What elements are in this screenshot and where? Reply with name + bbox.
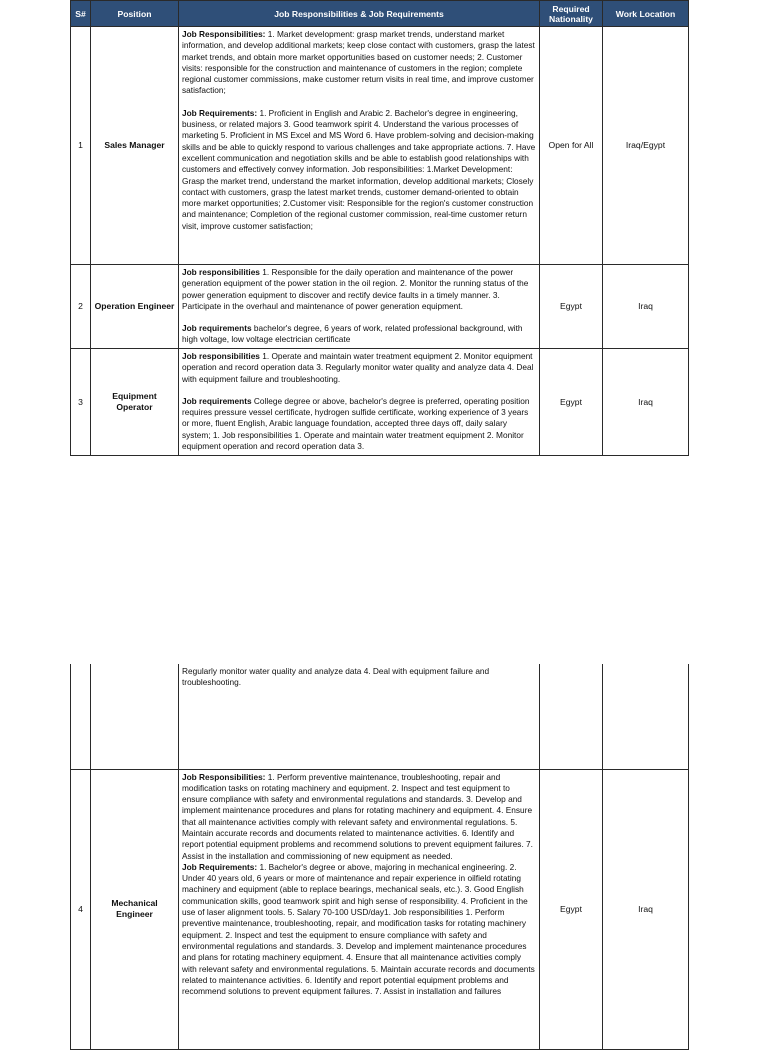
row-position: Equipment Operator bbox=[91, 349, 179, 456]
resp-text: 1. Responsible for the daily operation and maintenance of the power generation equipment of the power station in the oil region. 2. Monitor the running status of the power generation equipment to discover and rectify device faults in a timely manner. 3. Participate in the overhaul and maintenance of power generation equipment. bbox=[182, 267, 529, 311]
resp-label: Job Responsibilities: bbox=[182, 771, 266, 782]
header-sn: S# bbox=[71, 1, 91, 27]
header-job: Job Responsibilities & Job Requirements bbox=[179, 1, 540, 27]
row-position bbox=[91, 664, 179, 769]
resp-label: Job responsibilities bbox=[182, 267, 260, 277]
resp-text: 1. Market development: grasp market trends, understand market information, and develop additional markets; keep close contact with customers, grasp the latest market trends, and obtain more market opportunities based on customer needs; 2. Customer visits: responsible for the construction and maintenance of customers in the region; complete regional customer commissions, make customer return visits in real time, and improve customer satisfaction; bbox=[182, 29, 535, 96]
job-table-continued bbox=[70, 664, 689, 1050]
row-position: Operation Engineer bbox=[91, 265, 179, 349]
req-label: Job Requirements: bbox=[182, 107, 258, 118]
row-nationality bbox=[540, 664, 603, 769]
row-description bbox=[179, 27, 540, 265]
row-position: Mechanical Engineer bbox=[91, 769, 179, 1049]
header-location: Work Location bbox=[603, 1, 689, 27]
row-description bbox=[179, 265, 540, 349]
table-row bbox=[71, 349, 689, 456]
row-sn: 1 bbox=[71, 27, 91, 265]
row-nationality: Egypt bbox=[540, 349, 603, 456]
header-row bbox=[71, 1, 689, 27]
req-text: College degree or above, bachelor's degree is preferred, operating position requires pressure vessel certificate, hydrogen sulfide certificate, working experience of 3 years or more, fluent English, Arabic language foundation, accepted three days off, daily salary system; 1. Job responsibilities 1. Operate and maintain water treatment equipment 2. Monitor equipment operation and record operation data 3. bbox=[182, 395, 530, 452]
req-text: 1. Proficient in English and Arabic 2. Bachelor's degree in engineering, business, or related majors 3. Good teamwork spirit 4. Understand the various processes of marketing 5. Proficient in MS Excel and MS Word 6. Have problem-solving and decision-making skills and be able to quickly respond to various challenges and take appropriate actions. 7. Have excellent communication and negotiation skills and be able to establish good relationships with customers and effectively convey information. Job responsibilities: 1.Market Development: Grasp the market trend, understand the market information, develop additional markets; Closely contact with customers, grasp the latest market trends, customer demand-oriented to obtain more market opportunities; 2.Customer visit: Responsible for the region's customer construction and maintenance; Completion of the regional customer commission, real-time customer return visit, improve customer satisfaction; bbox=[182, 107, 536, 231]
resp-text: 1. Perform preventive maintenance, troubleshooting, repair and modification tasks on rotating machinery and equipment. 2. Inspect and test equipment to ensure compliance with safety and environmental regulations and standards. 3. Develop and implement maintenance procedures and plans for rotating machinery and equipment. 4. Ensure that all maintenance activities comply with relevant safety and environmental regulations. 5. Maintain accurate records and documents related to maintenance activities. 6. Identify and report potential equipment problems and recommend solutions to prevent equipment failures. 7. Assist in the installation and commissioning of new equipment as needed. bbox=[182, 771, 533, 861]
table-row bbox=[71, 265, 689, 349]
req-text: 1. Bachelor's degree or above, majoring in mechanical engineering. 2. Under 40 years old, 6 years or more of maintenance and repair experience in oilfield rotating machinery and equipment (able to replace bearings, mechanical seals, etc.). 3. Good English communication skills, good teamwork spirit and high sense of responsibility. 4. Proficient in the use of laser alignment tools. 5. Salary 70-100 USD/day1. Job responsibilities 1. Perform preventive maintenance, troubleshooting, repair, and modification tasks for rotating machinery equipment. 2. Inspect and test the equipment to ensure compliance with safety and environmental regulations and standards. 3. Develop and implement maintenance procedures and plans for rotating machinery equipment. 4. Ensure that all maintenance activities comply with relevant safety and environmental regulations. 5. Maintain accurate records and documents related to maintenance activities. 6. Identify and report potential equipment problems and recommend solutions to prevent equipment failures. 7. Assist in installation and failures bbox=[182, 861, 535, 997]
row-nationality: Egypt bbox=[540, 769, 603, 1049]
header-nationality: Required Nationality bbox=[540, 1, 603, 27]
row-sn: 2 bbox=[71, 265, 91, 349]
job-table-page-1 bbox=[70, 0, 688, 456]
table-row bbox=[71, 27, 689, 265]
job-table-page-2 bbox=[70, 664, 688, 1050]
row-sn: 4 bbox=[71, 769, 91, 1049]
row-description bbox=[179, 664, 540, 769]
continuation-text: Regularly monitor water quality and analyze data 4. Deal with equipment failure and troubleshooting. bbox=[182, 666, 490, 688]
row-sn bbox=[71, 664, 91, 769]
continuation-row bbox=[71, 664, 689, 769]
resp-label: Job Responsibilities: bbox=[182, 29, 266, 39]
row-description bbox=[179, 349, 540, 456]
job-table bbox=[70, 0, 689, 456]
resp-label: Job responsibilities bbox=[182, 351, 260, 361]
req-label: Job requirements bbox=[182, 323, 252, 334]
resp-text: 1. Operate and maintain water treatment equipment 2. Monitor equipment operation and record operation data 3. Regularly monitor water quality and analyze data 4. Deal with equipment failure and troubleshooting. bbox=[182, 351, 534, 384]
row-location: Iraq bbox=[603, 349, 689, 456]
header-position: Position bbox=[91, 1, 179, 27]
row-description bbox=[179, 769, 540, 1049]
row-sn: 3 bbox=[71, 349, 91, 456]
row-position: Sales Manager bbox=[91, 27, 179, 265]
row-location bbox=[603, 664, 689, 769]
req-label: Job Requirements: bbox=[182, 861, 258, 872]
row-location: Iraq bbox=[603, 265, 689, 349]
row-nationality: Egypt bbox=[540, 265, 603, 349]
req-text: bachelor's degree, 6 years of work, related professional background, with high voltage, low voltage electrician certificate bbox=[182, 323, 523, 345]
table-row bbox=[71, 769, 689, 1049]
row-location: Iraq/Egypt bbox=[603, 27, 689, 265]
req-label: Job requirements bbox=[182, 395, 252, 406]
row-nationality: Open for All bbox=[540, 27, 603, 265]
row-location: Iraq bbox=[603, 769, 689, 1049]
